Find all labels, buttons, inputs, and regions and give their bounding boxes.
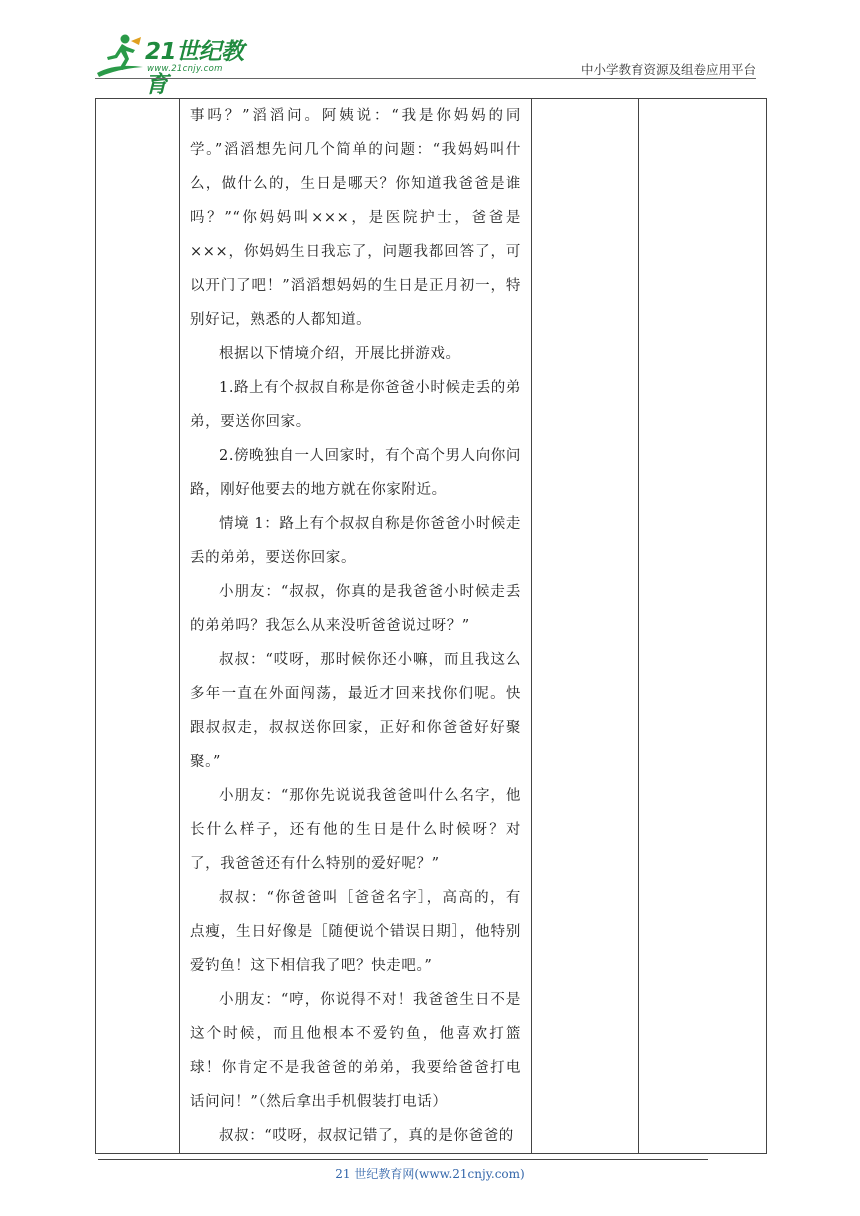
page-header	[0, 0, 860, 98]
footer-divider	[98, 1159, 708, 1160]
lesson-content	[180, 99, 531, 1153]
content-paragraph: 根据以下情境介绍，开展比拼游戏。	[219, 346, 461, 362]
content-paragraph: 事吗？”滔滔问。阿姨说：“我是你妈妈的同学。”滔滔想先问几个简单的问题：“我妈妈叫什么，做什么的，生日是哪天？你知道我爸爸是谁吗？”“你妈妈叫×××，是医院护士，爸爸是×××，你妈妈生日我忘了，问题我都回答了，可以开门了吧！”滔滔想妈妈的生日是正月初一，特别好记，熟悉的人都知道。	[190, 108, 521, 328]
header-divider	[95, 78, 756, 79]
site-logo[interactable]	[95, 33, 265, 98]
runner-logo-icon	[95, 33, 147, 79]
table-cell-student-activity	[532, 99, 639, 1154]
lesson-table	[95, 98, 767, 1154]
table-cell-content	[180, 99, 532, 1154]
content-paragraph: 小朋友：“叔叔，你真的是我爸爸小时候走丢的弟弟吗？我怎么从来没听爸爸说过呀？”	[190, 584, 521, 634]
content-paragraph: 小朋友：“那你先说说我爸爸叫什么名字，他长什么样子，还有他的生日是什么时候呀？对了，我爸爸还有什么特别的爱好呢？”	[190, 788, 521, 872]
table-row	[96, 99, 767, 1154]
content-paragraph: 1.路上有个叔叔自称是你爸爸小时候走丢的弟弟，要送你回家。	[190, 380, 521, 430]
logo-url-text: www.21cnjy.com	[147, 64, 223, 74]
logo-brand-text: 21世纪教育	[145, 39, 244, 98]
content-paragraph: 情境 1：路上有个叔叔自称是你爸爸小时候走丢的弟弟，要送你回家。	[190, 516, 521, 566]
content-paragraph: 叔叔：“哎呀，那时候你还小嘛，而且我这么多年一直在外面闯荡，最近才回来找你们呢。快跟叔叔走，叔叔送你回家，正好和你爸爸好好聚聚。”	[190, 652, 521, 770]
table-cell-design-intent	[639, 99, 767, 1154]
content-paragraph: 叔叔：“你爸爸叫［爸爸名字］，高高的，有点瘦，生日好像是［随便说个错误日期］，他特别爱钓鱼！这下相信我了吧？快走吧。”	[190, 890, 521, 974]
content-paragraph: 2.傍晚独自一人回家时，有个高个男人向你问路，刚好他要去的地方就在你家附近。	[190, 448, 521, 498]
content-paragraph: 叔叔：“哎呀，叔叔记错了，真的是你爸爸的	[219, 1128, 514, 1144]
footer-link[interactable]: 21 世纪教育网(www.21cnjy.com)	[335, 1167, 525, 1181]
header-tagline: 中小学教育资源及组卷应用平台	[580, 62, 756, 77]
table-cell-stage	[96, 99, 180, 1154]
content-paragraph: 小朋友：“哼，你说得不对！我爸爸生日不是这个时候，而且他根本不爱钓鱼，他喜欢打篮球！你肯定不是我爸爸的弟弟，我要给爸爸打电话问问！”（然后拿出手机假装打电话）	[190, 992, 521, 1110]
